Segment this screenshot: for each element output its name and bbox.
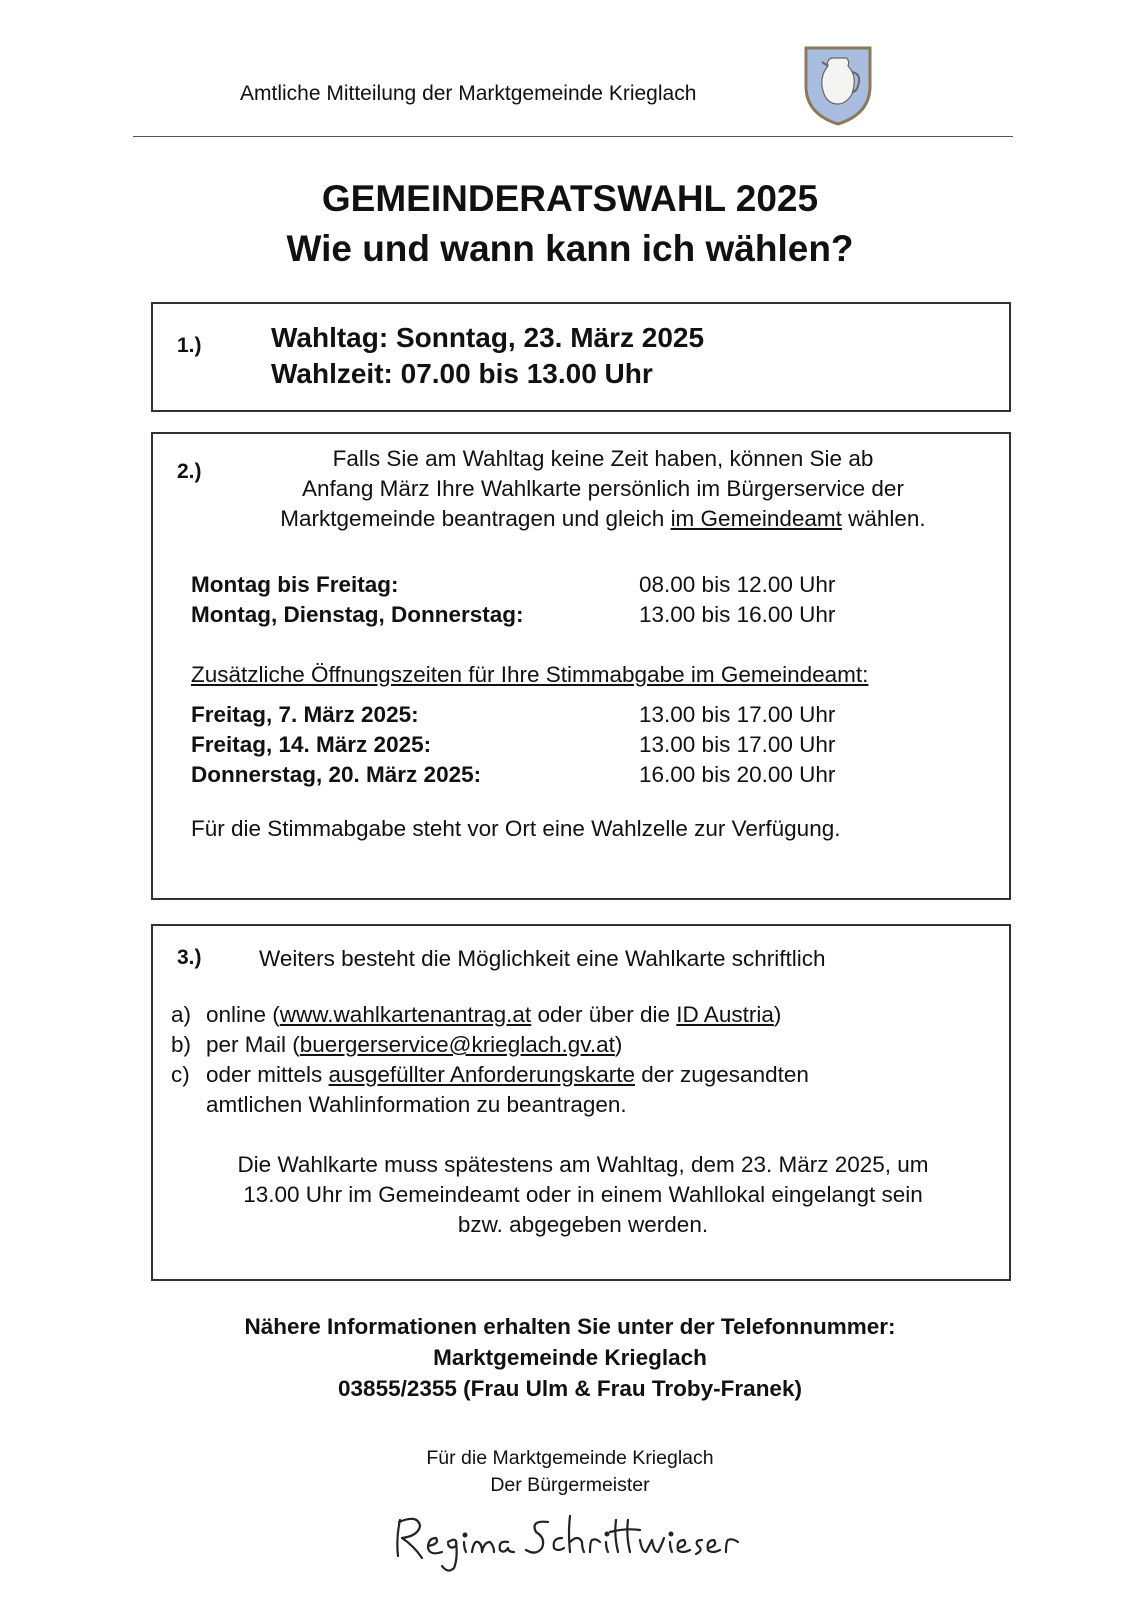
request-card-link: ausgefüllter Anforderungskarte [328, 1062, 635, 1087]
section-3-number: 3.) [177, 946, 202, 969]
list-item-online: online (www.wahlkartenantrag.at oder über die ID Austria) [206, 1002, 782, 1027]
mayor-signature [390, 1508, 760, 1578]
section-2-intro-line-2: Anfang März Ihre Wahlkarte persönlich im Bürgerservice der [302, 476, 904, 501]
section-1-box [151, 302, 1011, 412]
gemeindeamt-link: im Gemeindeamt [670, 506, 842, 531]
extra-hours-label: Donnerstag, 20. März 2025: [191, 762, 482, 787]
section-1-number: 1.) [177, 334, 202, 357]
email-link[interactable]: buergerservice@krieglach.gv.at [299, 1032, 615, 1057]
extra-hours-time: 13.00 bis 17.00 Uhr [639, 732, 836, 757]
contact-line-2: Marktgemeinde Krieglach [433, 1345, 707, 1370]
section-2-box [151, 432, 1011, 900]
footer-line-2: Der Bürgermeister [490, 1474, 650, 1496]
extra-hours-label: Freitag, 7. März 2025: [191, 702, 419, 727]
contact-phone: 03855/2355 (Frau Ulm & Frau Troby-Franek) [338, 1376, 802, 1401]
section-3-box [151, 924, 1011, 1281]
extra-hours-time: 16.00 bis 20.00 Uhr [639, 762, 836, 787]
extra-hours-heading: Zusätzliche Öffnungszeiten für Ihre Stimmabgabe im Gemeindeamt: [191, 662, 869, 687]
intro-text-b: wählen. [841, 506, 926, 531]
page-subtitle: Wie und wann kann ich wählen? [286, 228, 854, 269]
footer-line-1: Für die Marktgemeinde Krieglach [426, 1447, 714, 1469]
extra-hours-label: Freitag, 14. März 2025: [191, 732, 432, 757]
election-day: Wahltag: Sonntag, 23. März 2025 [271, 322, 705, 353]
extra-hours-time: 13.00 bis 17.00 Uhr [639, 702, 836, 727]
id-austria-link[interactable]: ID Austria [676, 1002, 774, 1027]
hours-time: 13.00 bis 16.00 Uhr [639, 602, 836, 627]
list-marker-a: a) [171, 1002, 192, 1027]
election-time: Wahlzeit: 07.00 bis 13.00 Uhr [271, 358, 653, 389]
list-item-mail: per Mail (buergerservice@krieglach.gv.at) [206, 1032, 623, 1057]
section-3-intro: Weiters besteht die Möglichkeit eine Wahlkarte schriftlich [259, 946, 826, 971]
section-2-intro-line-3 [193, 506, 1013, 532]
list-item-card-line-2: amtlichen Wahlinformation zu beantragen. [206, 1092, 627, 1117]
section-2-intro-line-1: Falls Sie am Wahltag keine Zeit haben, können Sie ab [332, 446, 874, 471]
header-divider [133, 136, 1013, 137]
page-title: GEMEINDERATSWAHL 2025 [321, 178, 819, 219]
deadline-line-3: bzw. abgegeben werden. [457, 1212, 709, 1237]
list-marker-b: b) [171, 1032, 192, 1057]
section-2-number: 2.) [177, 460, 202, 483]
hours-time: 08.00 bis 12.00 Uhr [639, 572, 836, 597]
jug-coat-of-arms-icon [800, 42, 876, 128]
deadline-line-2: 13.00 Uhr im Gemeindeamt oder in einem Wahllokal eingelangt sein [243, 1182, 923, 1207]
hours-label: Montag bis Freitag: [191, 572, 399, 597]
intro-text-a: Marktgemeinde beantragen und gleich [280, 506, 671, 531]
hours-label: Montag, Dienstag, Donnerstag: [191, 602, 524, 627]
list-item-card: oder mittels ausgefüllter Anforderungskarte der zugesandten [206, 1062, 809, 1087]
voting-booth-note: Für die Stimmabgabe steht vor Ort eine Wahlzelle zur Verfügung. [191, 816, 841, 841]
header-text: Amtliche Mitteilung der Marktgemeinde Krieglach [240, 82, 697, 105]
deadline-line-1: Die Wahlkarte muss spätestens am Wahltag, dem 23. März 2025, um [237, 1152, 929, 1177]
list-marker-c: c) [171, 1062, 190, 1087]
wahlkartenantrag-link[interactable]: www.wahlkartenantrag.at [279, 1002, 532, 1027]
contact-line-1: Nähere Informationen erhalten Sie unter der Telefonnummer: [244, 1314, 896, 1339]
